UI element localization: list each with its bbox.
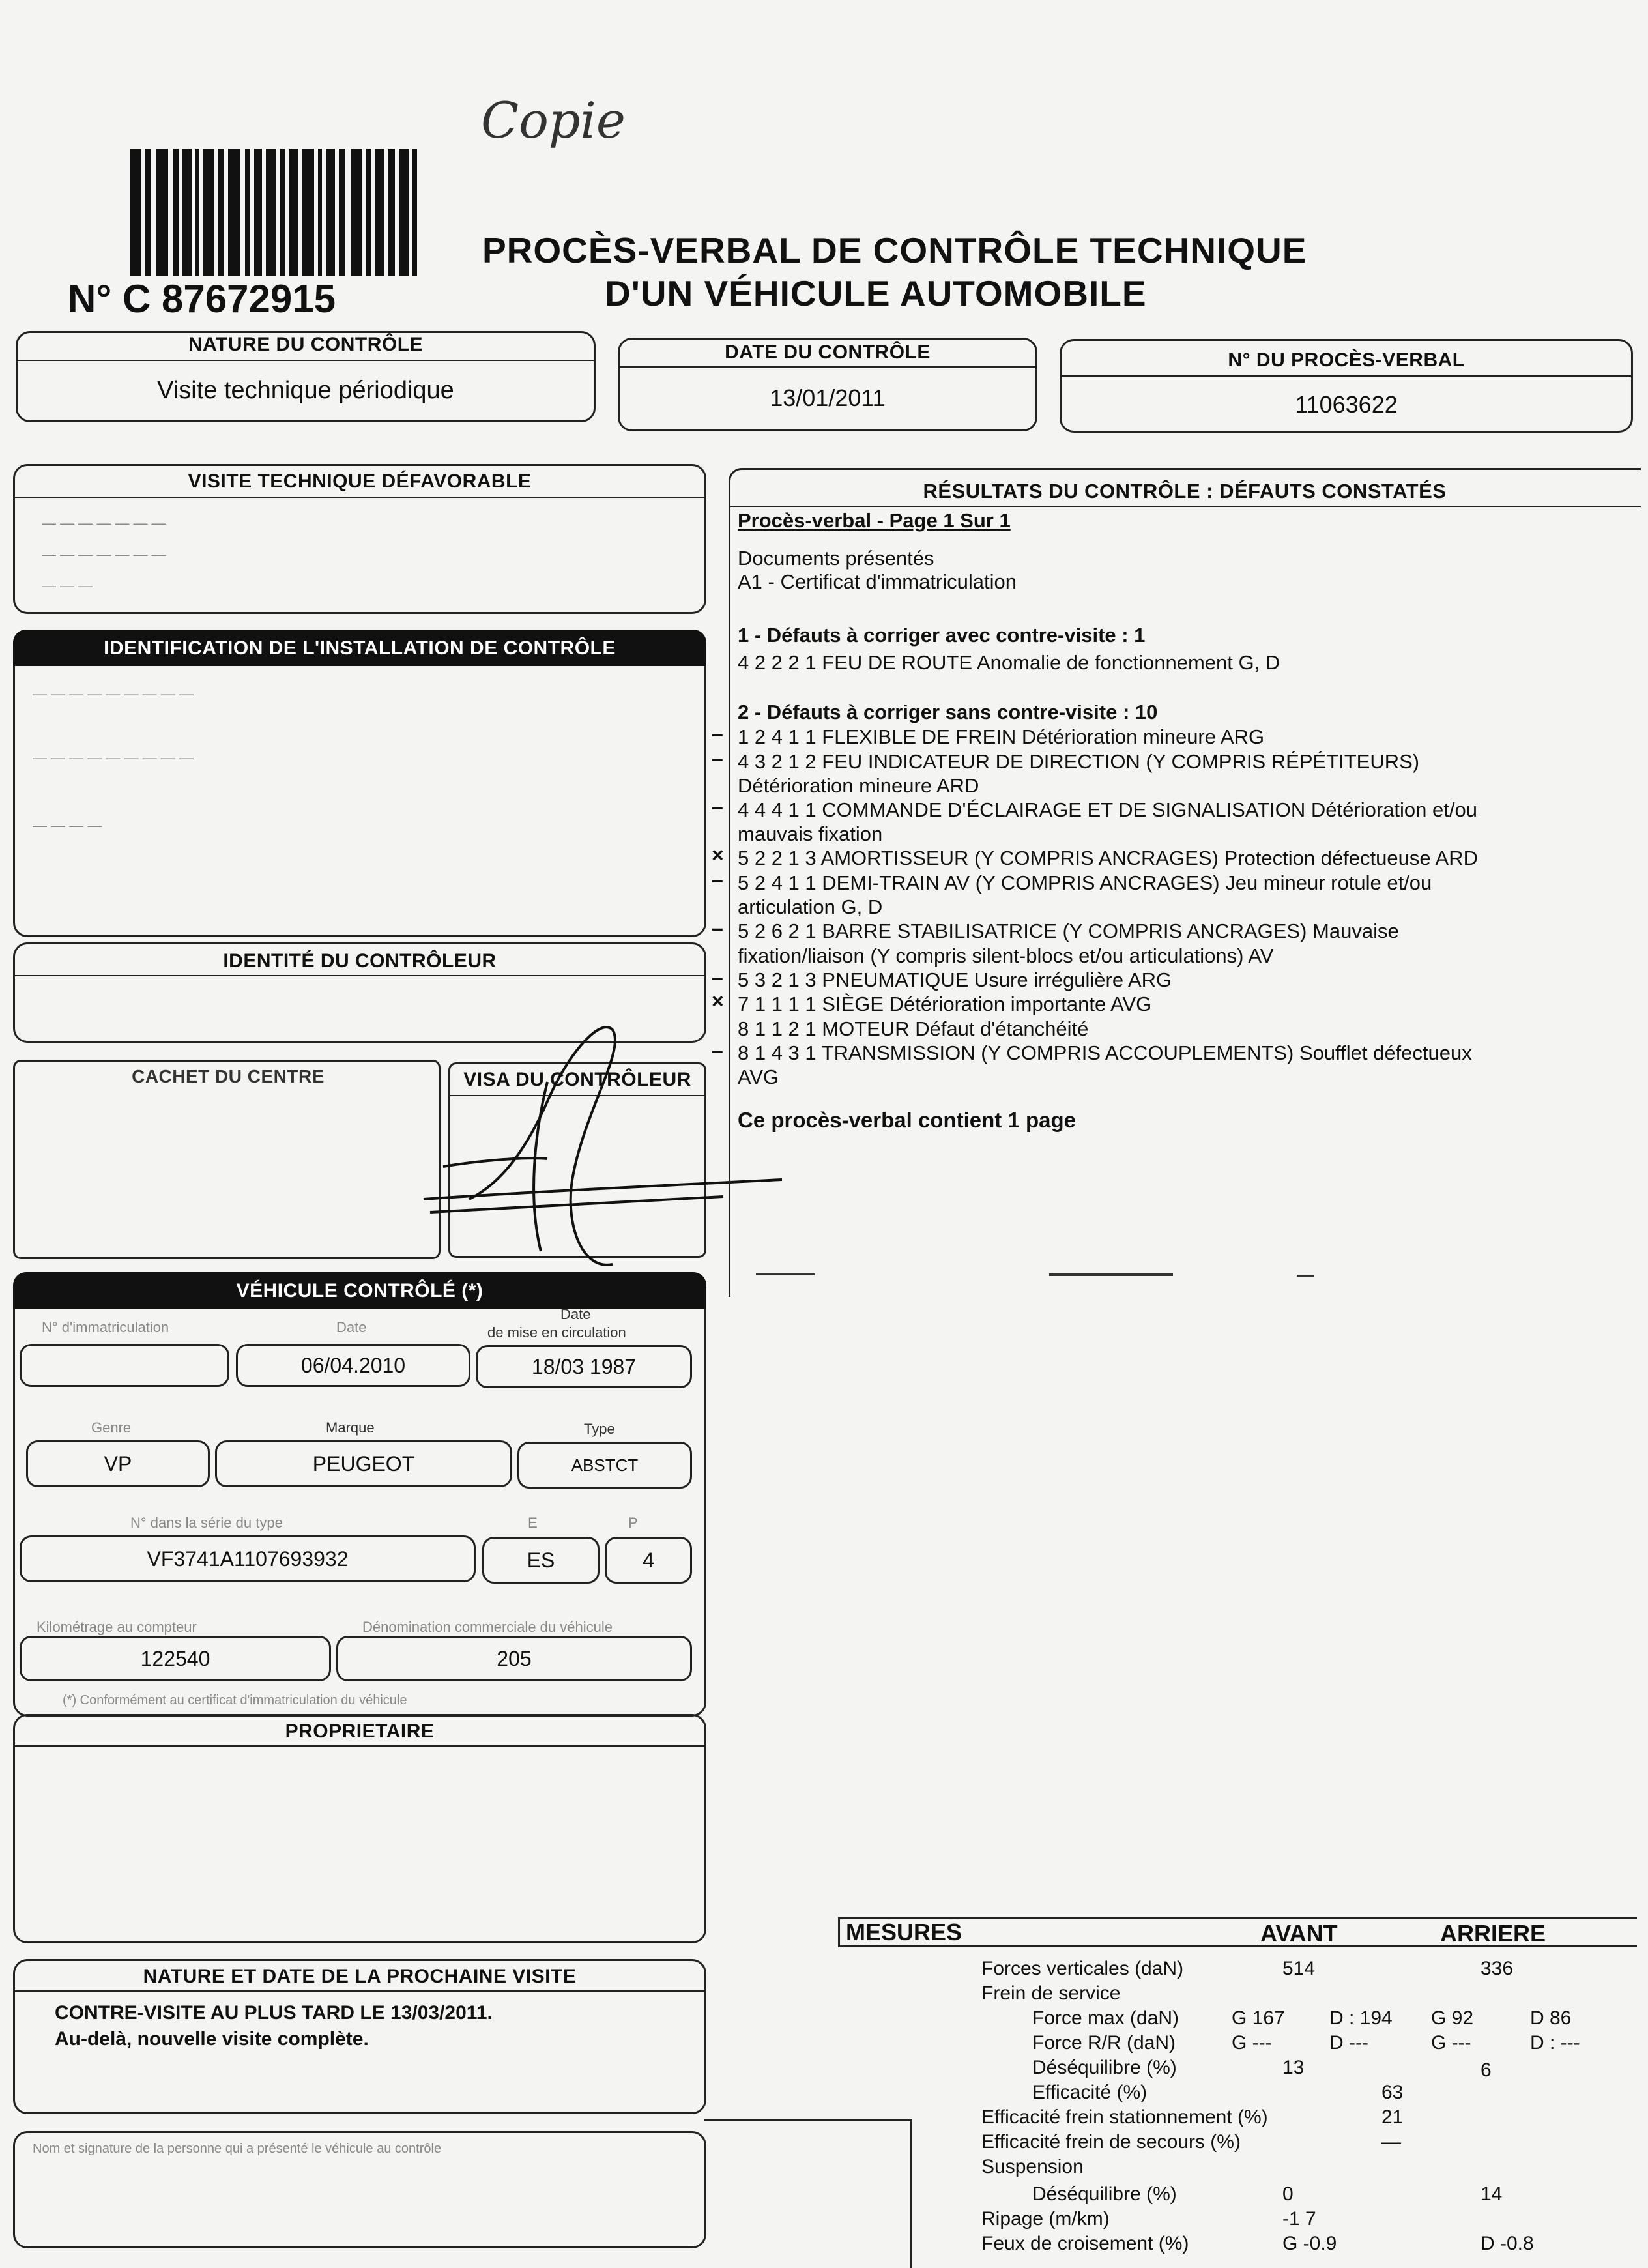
- date-field: 06/04.2010: [236, 1344, 470, 1387]
- marque-label: Marque: [326, 1419, 375, 1436]
- force-rr-label: Force R/R (daN): [1032, 2032, 1176, 2054]
- visite-address-line-2: — — — — — — —: [42, 546, 166, 562]
- results-sec2-title: 2 - Défauts à corriger sans contre-visite : 10: [738, 701, 1158, 723]
- genre-field: VP: [26, 1440, 210, 1487]
- pv-number-value: 11063622: [1295, 391, 1398, 418]
- stationnement-value: 21: [1381, 2106, 1404, 2128]
- proprietaire-label: PROPRIETAIRE: [285, 1721, 435, 1742]
- installation-line-2: — — — — — — — — —: [33, 749, 194, 766]
- handwritten-note: Copie: [481, 91, 626, 149]
- installation-line-3: — — — —: [33, 817, 102, 834]
- visite-address-line-1: — — — — — — —: [42, 515, 166, 531]
- defect-line: 1 2 4 1 1 FLEXIBLE DE FREIN Détérioration mineure ARG: [738, 725, 1265, 748]
- results-sec1-title: 1 - Défauts à corriger avec contre-visite : 1: [738, 624, 1146, 647]
- vin-label: N° dans la série du type: [130, 1515, 283, 1531]
- defect-line: 7 1 1 1 1 SIÈGE Détérioration importante AVG: [738, 993, 1152, 1015]
- desequilibre-susp-ar: 14: [1481, 2183, 1503, 2205]
- desequilibre-susp-av: 0: [1282, 2183, 1294, 2205]
- title-line-1: PROCÈS-VERBAL DE CONTRÔLE TECHNIQUE: [482, 230, 1307, 270]
- installation-box: [13, 630, 706, 937]
- divider-line: [1049, 1273, 1173, 1276]
- defect-line: 4 3 2 1 2 FEU INDICATEUR DE DIRECTION (Y COMPRIS RÉPÉTITEURS): [738, 750, 1420, 773]
- secours-value: —: [1381, 2131, 1401, 2153]
- force-max-d-av: D : 194: [1329, 2007, 1393, 2029]
- results-page: Procès-verbal - Page 1 Sur 1: [738, 509, 1011, 532]
- ripage-av: -1 7: [1282, 2208, 1316, 2230]
- date-value: 13/01/2011: [770, 385, 886, 411]
- defect-line: 5 2 2 1 3 AMORTISSEUR (Y COMPRIS ANCRAGES) Protection défectueuse ARD: [738, 847, 1478, 869]
- installation-line-1: — — — — — — — — —: [33, 686, 194, 702]
- results-docs-title: Documents présentés: [738, 547, 934, 570]
- dash-mark: –: [712, 868, 723, 892]
- force-max-g-av: G 167: [1232, 2007, 1285, 2029]
- defect-line: 4 4 4 1 1 COMMANDE D'ÉCLAIRAGE ET DE SIGNALISATION Détérioration et/ou: [738, 798, 1477, 821]
- kilometrage-label: Kilométrage au compteur: [36, 1619, 197, 1635]
- divider-line: [756, 1273, 815, 1275]
- defect-line: 5 3 2 1 3 PNEUMATIQUE Usure irrégulière ARG: [738, 968, 1172, 991]
- energie-field: ES: [482, 1537, 600, 1584]
- visite-address-line-3: — — —: [42, 577, 93, 594]
- immatriculation-label: N° d'immatriculation: [42, 1319, 169, 1335]
- force-max-d-ar: D 86: [1530, 2007, 1572, 2029]
- defect-line: 5 2 4 1 1 DEMI-TRAIN AV (Y COMPRIS ANCRAGES) Jeu mineur rotule et/ou: [738, 871, 1432, 894]
- feux-d: D -0.8: [1481, 2233, 1534, 2254]
- barcode: [130, 149, 417, 276]
- defect-line: 8 1 4 3 1 TRANSMISSION (Y COMPRIS ACCOUPLEMENTS) Soufflet défectueux: [738, 1041, 1472, 1064]
- title-line-2: D'UN VÉHICULE AUTOMOBILE: [605, 273, 1147, 313]
- date-mec-label-2: de mise en circulation: [487, 1324, 626, 1341]
- desequilibre-susp-label: Déséquilibre (%): [1032, 2183, 1177, 2205]
- feux-label: Feux de croisement (%): [981, 2233, 1189, 2254]
- suspension-label: Suspension: [981, 2156, 1084, 2177]
- efficacite-label: Efficacité (%): [1032, 2082, 1148, 2103]
- cachet-label: CACHET DU CENTRE: [132, 1066, 325, 1086]
- dash-mark: –: [712, 795, 723, 819]
- forces-verticales-ar: 336: [1481, 1958, 1514, 1979]
- puissance-label: P: [628, 1515, 638, 1531]
- desequilibre-ar: 6: [1481, 2059, 1492, 2081]
- dash-mark: –: [712, 916, 723, 940]
- document-number: N° C 87672915: [68, 277, 336, 321]
- type-field: ABSTCT: [517, 1442, 692, 1489]
- force-max-g-ar: G 92: [1431, 2007, 1474, 2029]
- immatriculation-field: [20, 1344, 229, 1387]
- force-rr-g-ar: G ---: [1431, 2032, 1471, 2054]
- dash-mark: –: [712, 722, 723, 746]
- ripage-label: Ripage (m/km): [981, 2208, 1110, 2230]
- visite-label: VISITE TECHNIQUE DÉFAVORABLE: [188, 471, 532, 492]
- proprietaire-box: [13, 1714, 706, 1943]
- frein-service-label: Frein de service: [981, 1983, 1121, 2004]
- secours-label: Efficacité frein de secours (%): [981, 2131, 1241, 2153]
- genre-label: Genre: [91, 1419, 132, 1436]
- results-sec1-item: 4 2 2 2 1 FEU DE ROUTE Anomalie de fonctionnement G, D: [738, 651, 1280, 674]
- defect-line: articulation G, D: [738, 895, 883, 918]
- force-rr-d-ar: D : ---: [1530, 2032, 1580, 2054]
- mesures-arriere: ARRIERE: [1440, 1920, 1546, 1947]
- results-label: RÉSULTATS DU CONTRÔLE : DÉFAUTS CONSTATÉS: [923, 480, 1447, 502]
- defect-line: mauvais fixation: [738, 822, 883, 845]
- forces-verticales-label: Forces verticales (daN): [981, 1958, 1184, 1979]
- signature-note: Nom et signature de la personne qui a présenté le véhicule au contrôle: [33, 2142, 442, 2156]
- mesures-avant: AVANT: [1260, 1920, 1338, 1947]
- denomination-label: Dénomination commerciale du véhicule: [362, 1619, 613, 1635]
- prochaine-line-1: CONTRE-VISITE AU PLUS TARD LE 13/03/2011.: [55, 2002, 493, 2024]
- installation-label: IDENTIFICATION DE L'INSTALLATION DE CONTRÔLE: [13, 630, 706, 666]
- cross-mark: ×: [712, 989, 724, 1013]
- dash-mark: –: [712, 747, 723, 770]
- cross-mark: ×: [712, 843, 724, 867]
- vin-field: VF3741A1107693932: [20, 1535, 476, 1582]
- defect-line: 8 1 1 2 1 MOTEUR Défaut d'étanchéité: [738, 1017, 1089, 1040]
- dash-mark: –: [712, 1039, 723, 1062]
- defect-line: 5 2 6 2 1 BARRE STABILISATRICE (Y COMPRIS ANCRAGES) Mauvaise: [738, 920, 1399, 942]
- date-field-label: Date: [336, 1319, 367, 1335]
- results-docs-item: A1 - Certificat d'immatriculation: [738, 570, 1017, 593]
- date-mec-label-1: Date: [560, 1306, 591, 1322]
- force-rr-g-av: G ---: [1232, 2032, 1272, 2054]
- vehicule-label: VÉHICULE CONTRÔLÉ (*): [13, 1272, 706, 1309]
- marque-field: PEUGEOT: [215, 1440, 512, 1487]
- desequilibre-av: 13: [1282, 2057, 1305, 2078]
- certificat-note: (*) Conformément au certificat d'immatriculation du véhicule: [63, 1693, 407, 1708]
- force-rr-d-av: D ---: [1329, 2032, 1368, 2054]
- denomination-field: 205: [336, 1636, 692, 1681]
- results-footer: Ce procès-verbal contient 1 page: [738, 1108, 1076, 1132]
- date-label: DATE DU CONTRÔLE: [725, 342, 931, 363]
- desequilibre-label: Déséquilibre (%): [1032, 2057, 1177, 2078]
- energie-label: E: [528, 1515, 538, 1531]
- prochaine-line-2: Au-delà, nouvelle visite complète.: [55, 2028, 369, 2050]
- prochaine-label: NATURE ET DATE DE LA PROCHAINE VISITE: [143, 1966, 577, 1987]
- defect-line: fixation/liaison (Y compris silent-blocs et/ou articulations) AV: [738, 944, 1274, 967]
- divider-line: [1297, 1275, 1314, 1277]
- kilometrage-field: 122540: [20, 1636, 331, 1681]
- visa-label: VISA DU CONTRÔLEUR: [463, 1069, 691, 1090]
- date-mec-field: 18/03 1987: [476, 1345, 692, 1388]
- defect-line: AVG: [738, 1066, 779, 1088]
- results-left-border: [729, 515, 730, 1297]
- mesures-title: MESURES: [846, 1919, 962, 1945]
- forces-verticales-av: 514: [1282, 1958, 1316, 1979]
- pv-number-label: N° DU PROCÈS-VERBAL: [1228, 349, 1465, 371]
- defect-line: Détérioration mineure ARD: [738, 774, 979, 797]
- nature-label: NATURE DU CONTRÔLE: [188, 334, 424, 355]
- dash-mark: –: [712, 966, 723, 989]
- cachet-box: [13, 1060, 441, 1259]
- feux-g: G -0.9: [1282, 2233, 1337, 2254]
- stationnement-label: Efficacité frein stationnement (%): [981, 2106, 1268, 2128]
- mesures-bracket: [704, 2119, 912, 2268]
- nature-value: Visite technique périodique: [157, 377, 454, 404]
- type-label: Type: [584, 1421, 615, 1437]
- force-max-label: Force max (daN): [1032, 2007, 1179, 2029]
- puissance-field: 4: [605, 1537, 692, 1584]
- controleur-label: IDENTITÉ DU CONTRÔLEUR: [223, 950, 497, 972]
- efficacite-value: 63: [1381, 2082, 1404, 2103]
